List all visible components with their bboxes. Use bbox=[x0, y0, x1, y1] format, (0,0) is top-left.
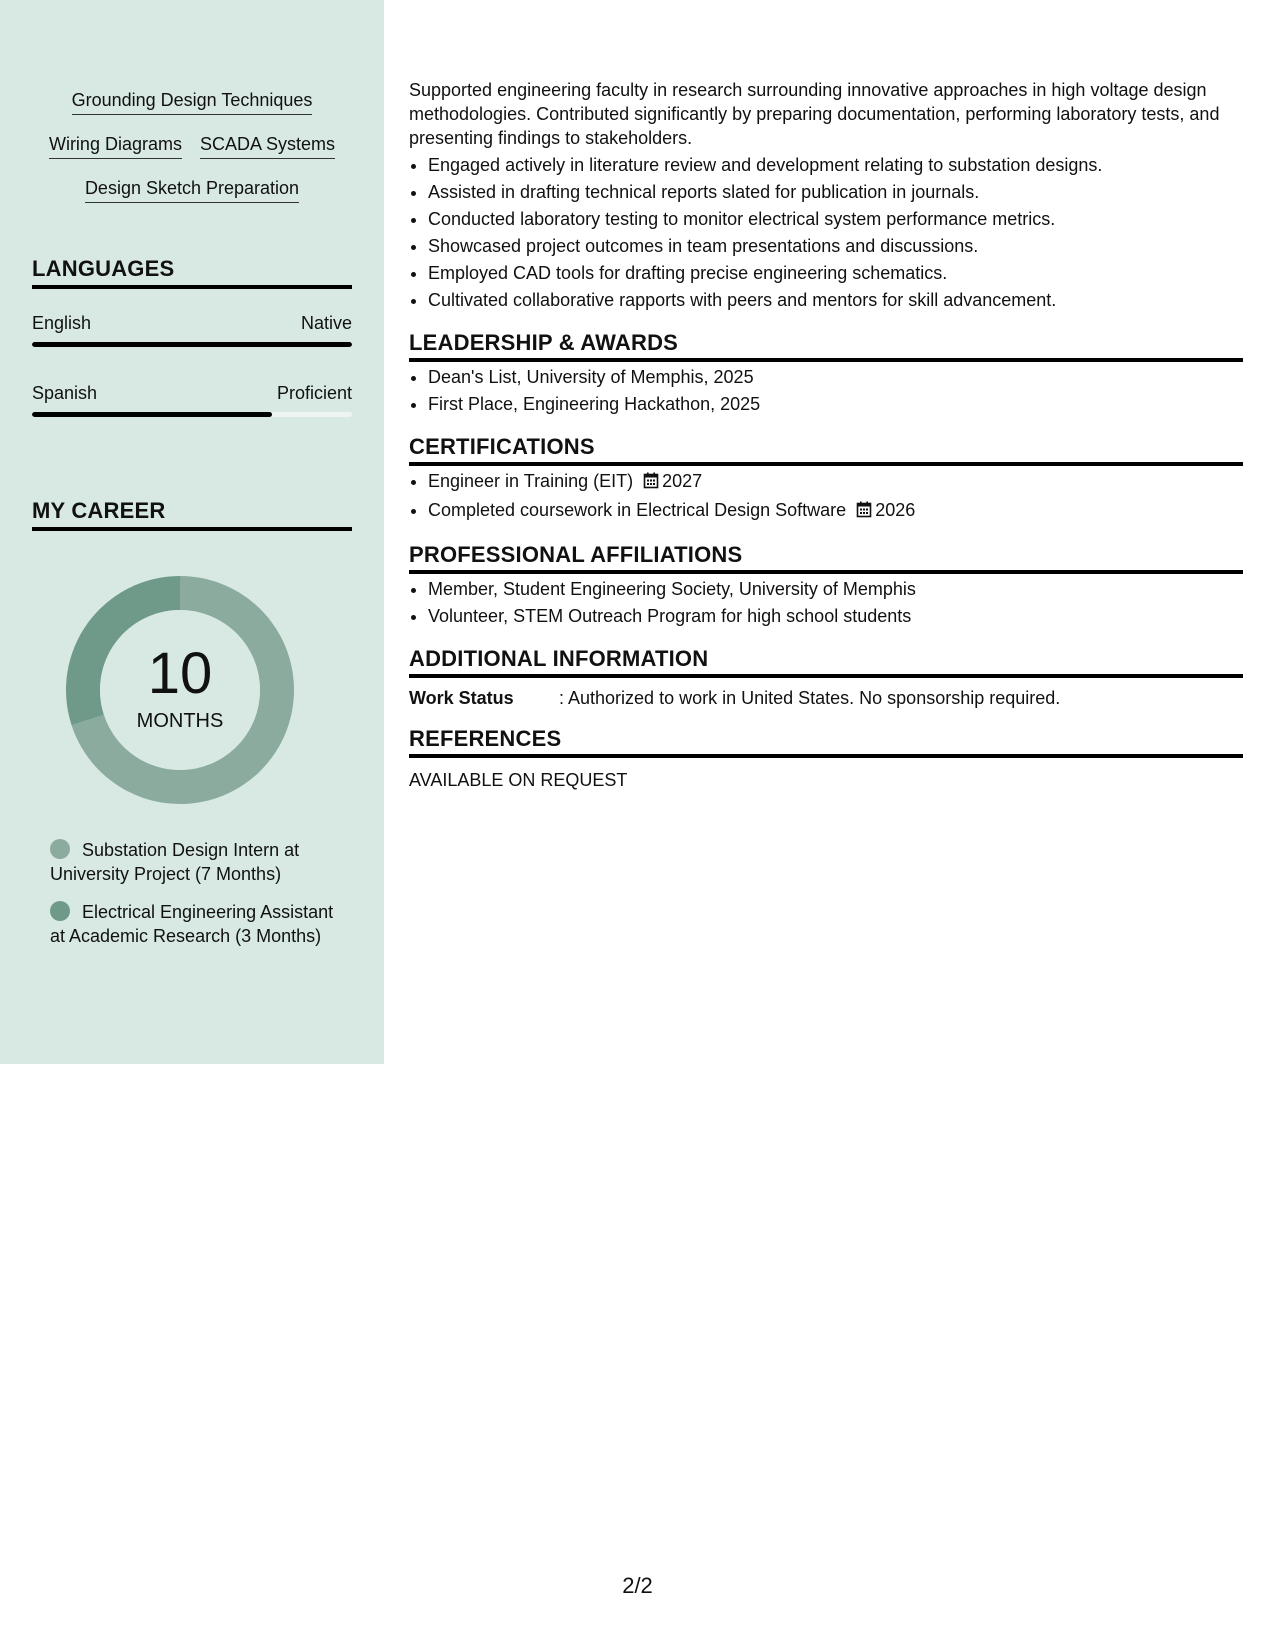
experience-summary: Supported engineering faculty in research surrounding innovative approaches in high voltage design methodologies. Contributed significantly by preparing documentation, performing laboratory tests, and presenting findings to stakeholders. bbox=[409, 80, 1220, 148]
experience-bullet: • Showcased project outcomes in team presentations and discussions. bbox=[428, 233, 1243, 260]
languages-heading: LANGUAGES bbox=[32, 256, 352, 289]
language-bar-fill bbox=[32, 342, 352, 347]
career-legend-label: Electrical Engineering Assistant at Academic Research (3 Months) bbox=[50, 902, 334, 946]
calendar-icon bbox=[856, 499, 872, 526]
career-legend-item bbox=[50, 900, 340, 948]
affiliation-item: • Member, Student Engineering Society, University of Memphis bbox=[428, 576, 1243, 603]
main-content bbox=[409, 78, 1243, 792]
experience-bullet: • Conducted laboratory testing to monitor electrical system performance metrics. bbox=[428, 206, 1243, 233]
certification-name: Completed coursework in Electrical Design Software bbox=[428, 500, 847, 520]
leadership-heading: LEADERSHIP & AWARDS bbox=[409, 330, 1243, 362]
language-level: Proficient bbox=[276, 383, 352, 403]
skill-tag: Grounding Design Techniques bbox=[72, 88, 313, 115]
language-bar-fill bbox=[32, 412, 272, 417]
career-total-unit: MONTHS bbox=[136, 710, 224, 732]
skill-row bbox=[32, 88, 352, 115]
affiliations-heading: PROFESSIONAL AFFILIATIONS bbox=[409, 542, 1243, 574]
language-name: Spanish bbox=[32, 383, 98, 403]
skills-list bbox=[32, 88, 352, 220]
experience-bullet: • Assisted in drafting technical reports slated for publication in journals. bbox=[428, 179, 1243, 206]
leadership-list bbox=[409, 364, 1243, 418]
career-legend-item bbox=[50, 838, 340, 886]
references-heading: REFERENCES bbox=[409, 726, 1243, 758]
calendar-icon bbox=[643, 470, 659, 497]
experience-bullet: • Engaged actively in literature review and development relating to substation designs. bbox=[428, 152, 1243, 179]
work-status-value: : Authorized to work in United States. No sponsorship required. bbox=[559, 688, 1061, 708]
sidebar bbox=[0, 0, 384, 1064]
certification-item bbox=[428, 497, 1243, 526]
certifications-list bbox=[409, 468, 1243, 526]
legend-dot-icon bbox=[50, 901, 70, 921]
certification-name: Engineer in Training (EIT) bbox=[428, 471, 634, 491]
certification-item bbox=[428, 468, 1243, 497]
references-text: AVAILABLE ON REQUEST bbox=[409, 770, 628, 790]
experience-bullet: • Cultivated collaborative rapports with peers and mentors for skill advancement. bbox=[428, 287, 1243, 314]
language-bar bbox=[32, 412, 352, 417]
experience-bullet: • Employed CAD tools for drafting precise engineering schematics. bbox=[428, 260, 1243, 287]
affiliation-item: • Volunteer, STEM Outreach Program for high school students bbox=[428, 603, 1243, 630]
language-bar bbox=[32, 342, 352, 347]
additional-info-heading: ADDITIONAL INFORMATION bbox=[409, 646, 1243, 678]
language-level: Native bbox=[300, 313, 352, 333]
career-heading: MY CAREER bbox=[32, 498, 352, 531]
page-number: 2/2 bbox=[622, 1573, 653, 1598]
work-status-row bbox=[409, 686, 1243, 710]
language-item bbox=[32, 381, 352, 417]
career-donut-chart bbox=[66, 576, 294, 804]
career-legend bbox=[50, 838, 340, 962]
languages-section bbox=[32, 256, 352, 417]
skill-tag: Design Sketch Preparation bbox=[85, 176, 299, 203]
leadership-item: • First Place, Engineering Hackathon, 2025 bbox=[428, 391, 1243, 418]
certifications-heading: CERTIFICATIONS bbox=[409, 434, 1243, 466]
certification-year: 2026 bbox=[875, 500, 916, 520]
skill-tag: Wiring Diagrams bbox=[49, 132, 182, 159]
leadership-item: • Dean's List, University of Memphis, 2025 bbox=[428, 364, 1243, 391]
affiliations-list bbox=[409, 576, 1243, 630]
work-status-label: Work Status bbox=[409, 688, 514, 708]
language-item bbox=[32, 311, 352, 347]
language-name: English bbox=[32, 313, 92, 333]
career-section bbox=[32, 498, 352, 531]
skill-row bbox=[32, 132, 352, 159]
skill-row bbox=[32, 176, 352, 203]
certification-year: 2027 bbox=[662, 471, 703, 491]
experience-bullets bbox=[409, 152, 1243, 314]
skill-tag: SCADA Systems bbox=[200, 132, 335, 159]
legend-dot-icon bbox=[50, 839, 70, 859]
career-legend-label: Substation Design Intern at University Project (7 Months) bbox=[50, 840, 300, 884]
career-total-value: 10 bbox=[147, 641, 213, 706]
